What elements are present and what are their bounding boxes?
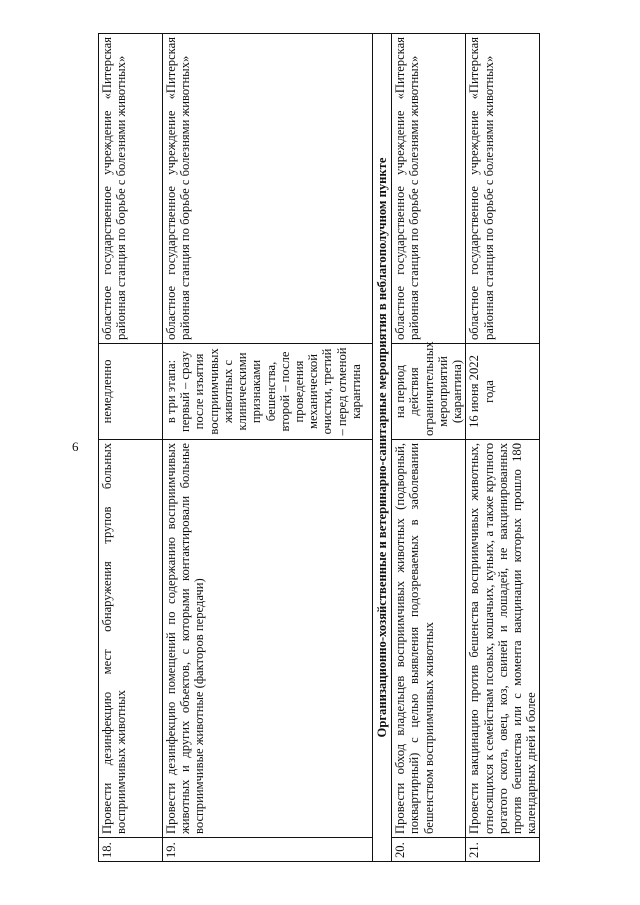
row-action: Провести дезинфекцию помещений по содержанию восприимчивых животных и других объектов, с которыми контактировали больные восприимчивые животные (факторов передачи) (163, 440, 373, 838)
rotated-table-container (98, 34, 538, 862)
row-number: 21. (466, 838, 540, 862)
table-row (466, 34, 540, 862)
row-term: в три этапа: первый – сразу после изъятия восприимчивых животных с клиническими признаками бешенства, второй – после проведения механической очистки, третий – перед отменой карантина (163, 344, 373, 440)
measures-table (98, 33, 540, 862)
table-row (163, 34, 373, 862)
section-header-row (373, 34, 392, 862)
table-row (99, 34, 163, 862)
row-number: 18. (99, 838, 163, 862)
row-number: 20. (392, 838, 466, 862)
row-action: Провести обход владельцев восприимчивых животных (подворный, поквартирный) с целью выявления подозреваемых в заболевании бешенством восприимчивых животных (392, 440, 466, 838)
row-responsible: областное государственное учреждение «Питерская районная станция по борьбе с болезнями животных» (466, 34, 540, 344)
page-number: 6 (72, 439, 79, 454)
row-responsible: областное государственное учреждение «Питерская районная станция по борьбе с болезнями животных» (392, 34, 466, 344)
row-action: Провести дезинфекцию мест обнаружения трупов больных восприимчивых животных (99, 440, 163, 838)
section-title: Организационно-хозяйственные и ветеринарно-санитарные мероприятия в неблагополучном пункте (373, 34, 392, 862)
row-term: 16 июня 2022 года (466, 344, 540, 440)
row-action: Провести вакцинацию против бешенства восприимчивых животных, относящихся к семействам псовых, кошачьих, куньих, а также крупного рогатого скота, овец, коз, свиней и лошадей, не вакцинированных против бешенства или с момента вакцинации которых прошло 180 календарных дней и более (466, 440, 540, 838)
row-responsible: областное государственное учреждение «Питерская районная станция по борьбе с болезнями животных» (99, 34, 163, 344)
row-responsible: областное государственное учреждение «Питерская районная станция по борьбе с болезнями животных» (163, 34, 373, 344)
row-term: немедленно (99, 344, 163, 440)
row-term: на период действия ограничительных мероприятий (карантина) (392, 344, 466, 440)
table-row (392, 34, 466, 862)
row-number: 19. (163, 838, 373, 862)
